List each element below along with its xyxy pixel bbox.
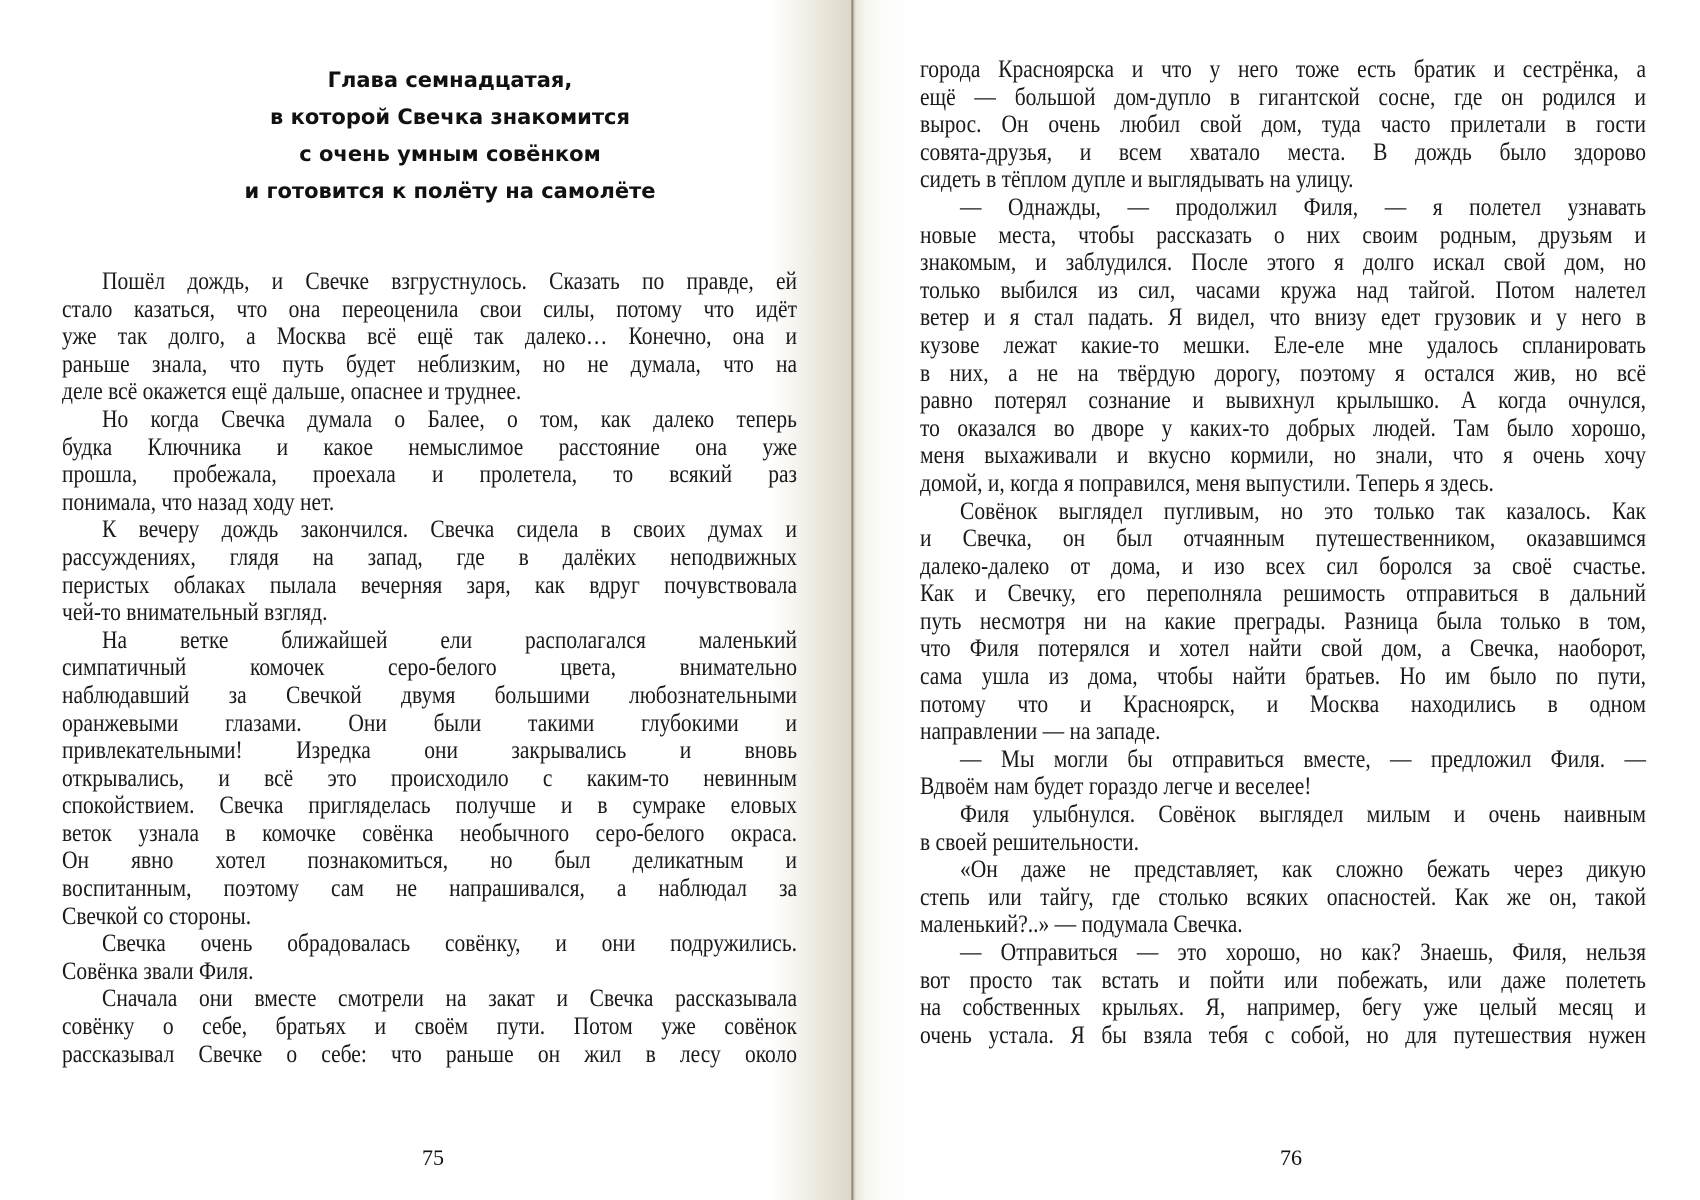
text-line [62,572,797,600]
text-line-content: города Красноярска и что у него тоже есть братик и сестрёнка, а [920,56,1647,83]
text-line-content: К вечеру дождь закончился. Свечка сидела в своих думах и [102,516,798,544]
text-line-content: — Однажды, — продолжил Филя, — я полетел узнавать [960,193,1646,221]
right-page-body [920,56,1646,1049]
left-page-body [62,268,797,1068]
text-line [62,406,797,434]
text-line [920,166,1646,194]
text-line-content: вырос. Он очень любил свой дом, туда часто прилетали в гости [920,111,1647,139]
text-line [62,820,797,848]
text-line [920,608,1646,636]
text-line [62,903,797,931]
text-line-content: прошла, пробежала, проехала и пролетела, то всякий раз [62,461,798,489]
text-line [62,765,797,793]
text-line-content: понимала, что назад ходу нет. [62,488,335,516]
text-line [920,194,1646,222]
text-line [920,525,1646,553]
text-line [920,360,1646,388]
text-line [62,351,797,379]
text-line-content: совёнку о себе, братьях и своём пути. Потом уже совёнок [62,1013,798,1041]
text-line [920,580,1646,608]
text-line [920,470,1646,498]
text-line [920,498,1646,526]
text-line-content: раньше знала, что путь будет неблизким, но не думала, что на [62,350,798,378]
text-line-content: равно потерял сознание и вывихнул крылышко. А когда очнулся, [920,387,1647,415]
text-line-content: — Мы могли бы отправиться вместе, — предложил Филя. — [960,745,1646,773]
text-line-content: веток узнала в комочке совёнка необычного серо-белого окраса. [62,819,798,847]
text-line-content: Вдвоём нам будет гораздо легче и веселее! [920,773,1312,801]
text-line-content: новые места, чтобы рассказать о них своим родным, друзьям и [920,221,1647,249]
chapter-title [150,62,750,210]
text-line [920,718,1646,746]
text-line [920,1022,1646,1050]
text-line-content: сама ушла из дома, чтобы найти братьев. Но им было по пути, [920,663,1647,691]
text-line [920,249,1646,277]
text-line-content: совята-друзья, и всем хватало места. В дождь было здорово [920,138,1647,166]
text-line-content: сидеть в тёплом дупле и выглядывать на улицу. [920,166,1354,194]
text-line [62,461,797,489]
text-line-content: Совёнка звали Филя. [62,957,254,985]
text-line [62,434,797,462]
text-line [62,847,797,875]
text-line-content: стало казаться, что она переоценила свои силы, потому что идёт [62,295,798,323]
text-line [62,792,797,820]
text-line [62,737,797,765]
text-line-content: что Филя потерялся и хотел найти свой дом, а Свечка, наоборот, [920,635,1647,663]
text-line-content: Как и Свечку, его переполняла решимость отправиться в дальний [920,580,1647,608]
text-line [920,387,1646,415]
text-line [920,304,1646,332]
text-line-content: Свечка очень обрадовалась совёнку, и они подружились. [102,930,798,958]
text-line-content: чей-то внимательный взгляд. [62,599,328,627]
text-line-content: открывались, и всё это происходило с каким-то невинным [62,764,798,792]
text-line-content: воспитанным, поэтому сам не напрашивался, а наблюдал за [62,875,798,903]
text-line-content: меня выхаживали и вкусно кормили, но знали, что я очень хочу [920,442,1647,470]
text-line [62,710,797,738]
text-line [920,277,1646,305]
text-line-content: кузове лежат какие-то мешки. Еле-еле мне удалось спланировать [920,331,1647,359]
text-line [920,332,1646,360]
text-line-content: на собственных крыльях. Я, например, бегу уже целый месяц и [920,994,1647,1022]
text-line [62,489,797,517]
text-line [920,56,1646,84]
text-line [920,635,1646,663]
text-line-content: только выбился из сил, часами кружа над тайгой. Потом налетел [920,276,1647,304]
chapter-title-line: в которой Свечка знакомится [269,105,630,129]
text-line [920,553,1646,581]
text-line-content: рассказывал Свечке о себе: что раньше он жил в лесу около [62,1040,797,1068]
text-line-content: рассуждениях, глядя на запад, где в далёких неподвижных [62,543,798,571]
text-line [62,544,797,572]
text-line [920,856,1646,884]
chapter-title-line: и готовится к полёту на самолёте [244,179,656,203]
text-line-content: вот просто так встать и пойти или побежать, или даже полететь [920,966,1647,994]
text-line [62,268,797,296]
text-line-content: перистых облаках пылала вечерняя заря, как вдруг почувствовала [62,571,797,599]
text-line-content: наблюдавший за Свечкой двумя большими любознательными [62,681,798,709]
text-line [62,1041,797,1069]
text-line [62,875,797,903]
text-line [920,829,1646,857]
text-line [62,985,797,1013]
text-line [62,323,797,351]
text-line-content: Пошёл дождь, и Свечке взгрустнулось. Сказать по правде, ей [102,268,798,295]
page-number-left: 75 [422,1145,444,1170]
text-line-content: потому что и Красноярск, и Москва находились в одном [920,690,1647,718]
text-line [920,222,1646,250]
text-line [62,1013,797,1041]
text-line-content: ветер и я стал падать. Я видел, что внизу едет грузовик и у него в [920,304,1647,332]
text-line [920,139,1646,167]
text-line [920,911,1646,939]
text-line-content: маленький?..» — подумала Свечка. [920,911,1243,939]
text-line [920,801,1646,829]
text-line-content: Филя улыбнулся. Совёнок выглядел милым и очень наивным [960,801,1646,829]
text-line [62,958,797,986]
text-line [920,84,1646,112]
text-line [920,994,1646,1022]
text-line [62,378,797,406]
text-line-content: — Отправиться — это хорошо, но как? Знаешь, Филя, нельзя [960,939,1646,966]
chapter-title-line: Глава семнадцатая, [327,68,573,92]
text-line [920,663,1646,691]
text-line-content: далеко-далеко от дома, и изо всех сил боролся за своё счастье. [920,552,1647,580]
text-line-content: На ветке ближайшей ели располагался маленький [102,626,797,654]
text-line [920,939,1646,967]
right-page [853,0,1700,1200]
text-line-content: направлении — на западе. [920,718,1161,746]
text-line-content: очень устала. Я бы взяла тебя с собой, но для путешествия нужен [920,1021,1647,1049]
text-line [920,884,1646,912]
text-line [62,516,797,544]
text-line-content: Свечкой со стороны. [62,902,252,930]
text-line [920,691,1646,719]
text-line-content: деле всё окажется ещё дальше, опаснее и труднее. [62,378,522,406]
text-line [62,654,797,682]
text-line [62,627,797,655]
text-line [920,746,1646,774]
text-line-content: Но когда Свечка думала о Балее, о том, как далеко теперь [102,405,798,433]
text-line-content: и Свечка, он был отчаянным путешественником, оказавшимся [920,525,1647,553]
chapter-title-line: с очень умным совёнком [299,142,601,166]
text-line [920,111,1646,139]
text-line-content: симпатичный комочек серо-белого цвета, внимательно [62,654,798,682]
text-line-content: будка Ключника и какое немыслимое расстояние она уже [62,433,798,461]
text-line [62,682,797,710]
text-line-content: домой, и, когда я поправился, меня выпустили. Теперь я здесь. [920,469,1494,497]
text-line [920,773,1646,801]
text-line [920,442,1646,470]
text-line-content: спокойствием. Свечка пригляделась получше и в сумраке еловых [62,792,797,820]
text-line-content: в них, а не на твёрдую дорогу, поэтому я остался жив, но всё [920,359,1647,387]
text-line [62,296,797,324]
text-line-content: ещё — большой дом-дупло в гигантской сосне, где он родился и [920,83,1647,111]
text-line-content: Сначала они вместе смотрели на закат и Свечка рассказывала [102,985,798,1013]
text-line-content: степь или тайгу, где столько всяких опасностей. Как же он, такой [920,883,1647,911]
text-line-content: то оказался во дворе у каких-то добрых людей. Там было хорошо, [920,414,1647,442]
text-line-content: привлекательными! Изредка они закрывались и вновь [62,737,798,765]
text-line-content: Он явно хотел познакомиться, но был деликатным и [62,847,798,875]
text-line [920,967,1646,995]
text-line-content: Совёнок выглядел пугливым, но это только так казалось. Как [960,497,1646,525]
text-line-content: «Он даже не представляет, как сложно бежать через дикую [960,856,1646,884]
text-line [920,415,1646,443]
text-line-content: в своей решительности. [920,828,1139,856]
text-line-content: оранжевыми глазами. Они были такими глубокими и [62,709,798,737]
text-line [62,599,797,627]
page-number-right: 76 [1280,1145,1302,1170]
text-line-content: уже так долго, а Москва всё ещё так далеко… Конечно, она и [62,323,798,351]
text-line-content: путь несмотря ни на какие преграды. Разница была только в том, [920,607,1647,635]
text-line-content: знакомым, и заблудился. После этого я долго искал свой дом, но [920,249,1647,277]
text-line [62,930,797,958]
book-spine [851,0,854,1200]
